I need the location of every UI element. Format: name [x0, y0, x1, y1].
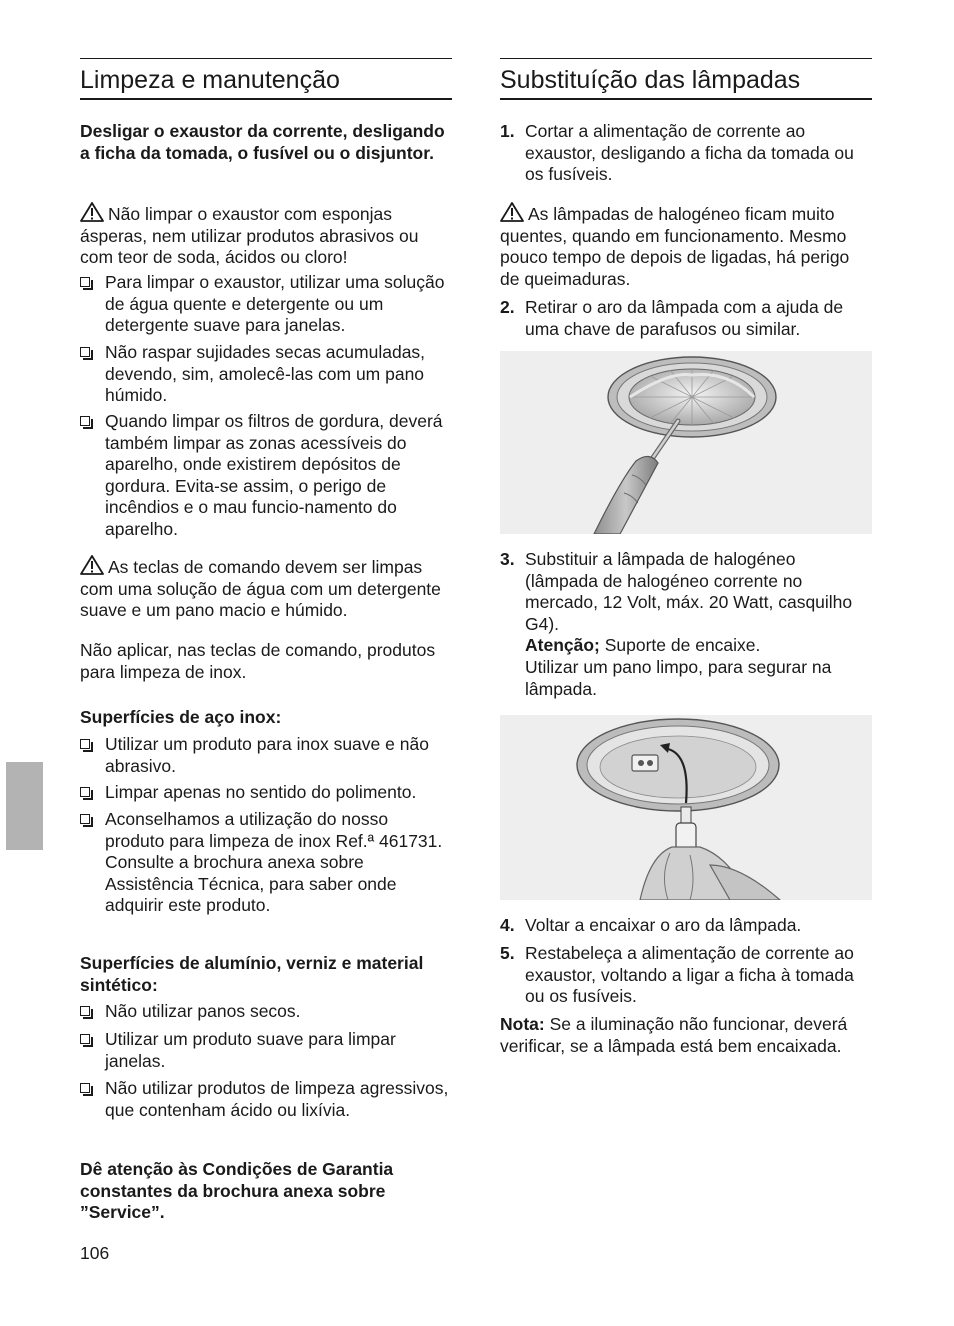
section-title-cleaning: Limpeza e manutenção — [80, 58, 452, 100]
step-item — [500, 915, 872, 937]
checkbox-bullet-icon — [80, 277, 90, 287]
illustration-replace-halogen-lamp — [500, 715, 872, 900]
list-item — [80, 1001, 452, 1023]
screwdriver-ring-drawing — [500, 351, 872, 534]
step-number: 4. — [500, 915, 515, 935]
list-item — [80, 342, 452, 407]
warning-controls-followup: Não aplicar, nas teclas de comando, produtos para limpeza de inox. — [80, 640, 436, 682]
list-item — [80, 782, 452, 804]
checkbox-bullet-icon — [80, 416, 90, 426]
step-item — [500, 121, 872, 186]
checkbox-bullet-icon — [80, 739, 90, 749]
step-item — [500, 297, 872, 340]
note-text: Se a iluminação não funcionar, deverá verificar, se a lâmpada está bem encaixada. — [500, 1014, 848, 1056]
list-item — [80, 1078, 452, 1121]
step-number: 1. — [500, 121, 515, 141]
warning-triangle-icon — [80, 555, 104, 575]
step-text: Substituir a lâmpada de halogéneo (lâmpada de halogéneo corrente no mercado, 12 Volt, máx. 20 Watt, casquilho G4). — [525, 549, 853, 634]
checkbox-bullet-icon — [80, 1006, 90, 1016]
warning-triangle-icon — [500, 202, 524, 222]
list-item — [80, 272, 452, 337]
heading-aluminium: Superfícies de alumínio, verniz e material sintético: — [80, 953, 424, 995]
list-item-text: Não raspar sujidades secas acumuladas, devendo, sim, amolecê-las com um pano húmido. — [105, 342, 426, 406]
note-label: Nota: — [500, 1014, 545, 1034]
warning-hot-lamps — [500, 202, 872, 290]
lamp-replacement-drawing — [500, 715, 872, 900]
heading-stainless-steel: Superfícies de aço inox: — [80, 707, 282, 727]
checkbox-bullet-icon — [80, 814, 90, 824]
note-paragraph — [500, 1014, 872, 1057]
warning-text: As teclas de comando devem ser limpas com uma solução de água com um detergente suave e um pano macio e húmido. — [80, 557, 441, 621]
warning-controls — [80, 555, 452, 622]
warning-text: As lâmpadas de halogéneo ficam muito quentes, quando em funcionamento. Mesmo pouco tempo de depois de ligadas, há perigo de queimaduras. — [500, 204, 850, 289]
step-number: 3. — [500, 549, 515, 569]
step-number: 2. — [500, 297, 515, 317]
checkbox-bullet-icon — [80, 787, 90, 797]
step-number: 5. — [500, 943, 515, 963]
checkbox-bullet-icon — [80, 1083, 90, 1093]
list-item — [80, 1029, 452, 1072]
warning-text: Não limpar o exaustor com esponjas ásperas, nem utilizar produtos abrasivos ou com teor de soda, ácidos ou cloro! — [80, 204, 419, 268]
checkbox-bullet-icon — [80, 1034, 90, 1044]
list-item-text: Limpar apenas no sentido do polimento. — [105, 782, 417, 802]
list-item-text: Utilizar um produto suave para limpar janelas. — [105, 1029, 396, 1071]
attention-line — [525, 635, 872, 657]
warning-triangle-icon — [80, 202, 104, 222]
step-text: Restabeleça a alimentação de corrente ao exaustor, voltando a ligar a ficha à tomada ou os fusíveis. — [525, 943, 854, 1007]
list-item-text: Para limpar o exaustor, utilizar uma solução de água quente e detergente ou um detergente suave para janelas. — [105, 272, 445, 336]
intro-instruction: Desligar o exaustor da corrente, desligando a ficha da tomada, o fusível ou o disjuntor. — [80, 121, 445, 163]
step-item — [500, 943, 872, 1008]
page-number: 106 — [80, 1243, 110, 1263]
checkbox-bullet-icon — [80, 347, 90, 357]
warranty-note: Dê atenção às Condições de Garantia constantes da brochura anexa sobre ”Service”. — [80, 1159, 394, 1223]
list-item-text: Quando limpar os filtros de gordura, deverá também limpar as zonas acessíveis do aparelho, onde existirem depósitos de gordura. Evita-se assim, o perigo de incêndios e o mau funcio-namento do aparelho. — [105, 411, 443, 539]
list-item-text: Consulte a brochura anexa sobre Assistência Técnica, para saber onde adquirir este produto. — [105, 852, 397, 916]
warning-cleaning — [80, 202, 452, 269]
illustration-remove-lamp-ring — [500, 351, 872, 534]
list-item — [80, 734, 452, 777]
list-item — [80, 411, 452, 541]
step-item — [500, 549, 872, 700]
step-text: Voltar a encaixar o aro da lâmpada. — [525, 915, 802, 935]
list-item-text: Não utilizar produtos de limpeza agressivos, que contenham ácido ou lixívia. — [105, 1078, 449, 1120]
list-item-text: Utilizar um produto para inox suave e não abrasivo. — [105, 734, 429, 776]
section-tab-marker — [6, 762, 43, 850]
section-title-lamps: Substituíção das lâmpadas — [500, 58, 872, 100]
list-item-text: Aconselhamos a utilização do nosso produto para limpeza de inox Ref.ª 461731. — [105, 809, 443, 851]
attention-text: Suporte de encaixe. — [599, 635, 761, 656]
step-text: Cortar a alimentação de corrente ao exaustor, desligando a ficha da tomada ou os fusíveis. — [525, 121, 854, 185]
attention-text-detail: Utilizar um pano limpo, para segurar na lâmpada. — [525, 656, 832, 699]
attention-label: Atenção; — [525, 635, 600, 656]
list-item-text: Não utilizar panos secos. — [105, 1001, 301, 1021]
step-text: Retirar o aro da lâmpada com a ajuda de uma chave de parafusos ou similar. — [525, 297, 844, 339]
list-item — [80, 809, 452, 917]
